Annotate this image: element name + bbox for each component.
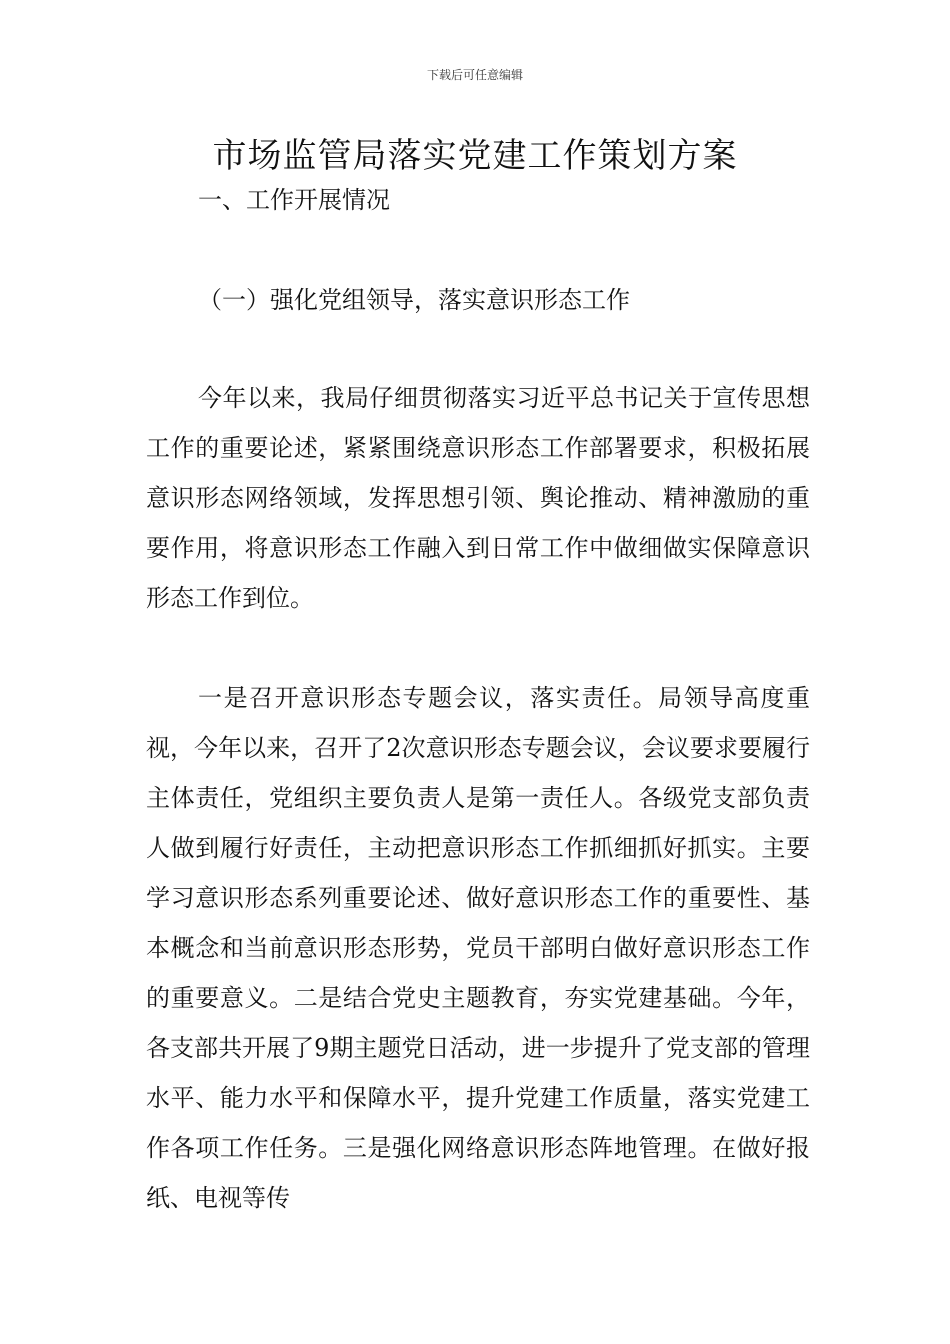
section-heading: 一、工作开展情况	[198, 186, 390, 214]
sub-heading: （一）强化党组领导，落实意识形态工作	[198, 286, 630, 314]
body-paragraph-1: 今年以来，我局仔细贯彻落实习近平总书记关于宣传思想工作的重要论述，紧紧围绕意识形态工作部署要求，积极拓展意识形态网络领域，发挥思想引领、舆论推动、精神激励的重要作用，将意识形态工作融入到日常工作中做细做实保障意识形态工作到位。	[146, 384, 810, 612]
body-paragraph-2: 一是召开意识形态专题会议，落实责任。局领导高度重视，今年以来，召开了2次意识形态专题会议，会议要求要履行主体责任，党组织主要负责人是第一责任人。各级党支部负责人做到履行好责任，主动把意识形态工作抓细抓好抓实。主要学习意识形态系列重要论述、做好意识形态工作的重要性、基本概念和当前意识形态形势，党员干部明白做好意识形态工作的重要意义。二是结合党史主题教育，夯实党建基础。今年，各支部共开展了9期主题党日活动，进一步提升了党支部的管理水平、能力水平和保障水平，提升党建工作质量，落实党建工作各项工作任务。三是强化网络意识形态阵地管理。在做好报纸、电视等传	[146, 684, 810, 1212]
header-note: 下载后可任意编辑	[426, 68, 523, 82]
document-title: 市场监管局落实党建工作策划方案	[212, 136, 738, 176]
